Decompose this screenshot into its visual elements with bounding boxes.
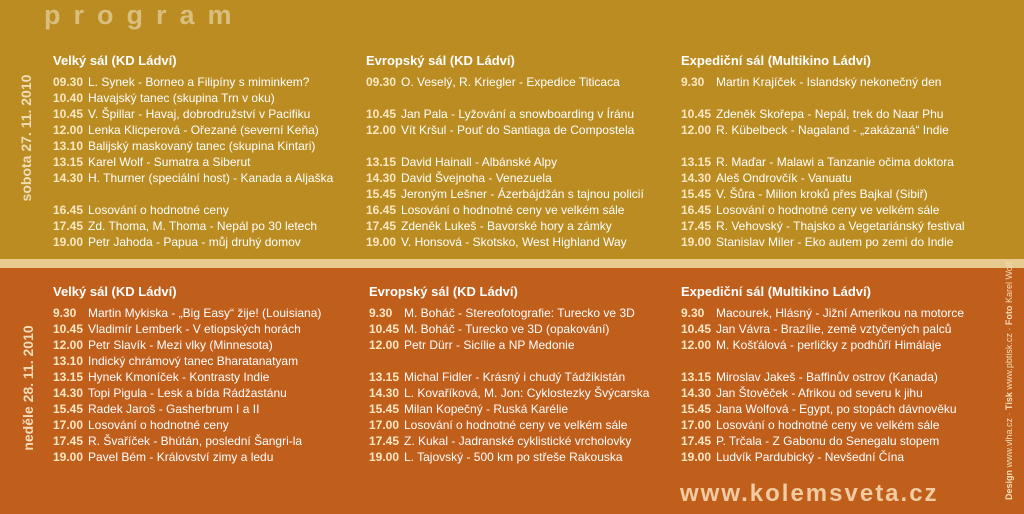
schedule-row [681,218,965,234]
event-time: 12.00 [369,338,400,352]
saturday-date-label: sobota 27. 11. 2010 [18,74,34,202]
event-title: V. Špillar - Havaj, dobrodružství v Pacifiku [88,107,311,121]
event-title: Jan Vávra - Brazílie, země vztyčených palců [716,322,952,336]
event-time: 13.15 [53,370,84,384]
event-title: Jeroným Lešner - Ázerbájdžán s tajnou policií [401,187,644,201]
event-title: Zd. Thoma, M. Thoma - Nepál po 30 letech [88,219,318,233]
schedule-row [53,234,333,250]
event-title: Martin Krajíček - Islandský nekonečný den [716,75,942,89]
schedule-row [681,433,964,449]
event-time: 16.45 [53,203,84,217]
event-title: Zdeněk Skořepa - Nepál, trek do Naar Phu [716,107,944,121]
event-time: 12.00 [681,123,712,137]
schedule-row [681,449,964,465]
schedule-row [681,385,964,401]
event-time: 12.00 [53,338,84,352]
schedule-row [53,122,333,138]
event-time: 10.45 [366,107,397,121]
event-time: 17.45 [681,434,712,448]
event-time: 13.15 [366,155,397,169]
event-title: Miroslav Jakeš - Baffinův ostrov (Kanada) [716,370,938,384]
schedule-row [681,417,964,433]
hall-heading: Evropský sál (KD Ládví) [369,284,518,299]
schedule-row [53,337,321,353]
event-time: 9.30 [369,306,393,320]
schedule-row [681,401,964,417]
schedule-list [53,74,333,250]
event-time: 15.45 [681,187,712,201]
event-time: 12.00 [681,338,712,352]
schedule-row [53,417,321,433]
hall-heading: Expediční sál (Multikino Ládví) [681,284,871,299]
schedule-row [53,353,321,369]
event-title: R. Švaříček - Bhútán, poslední Šangri-la [88,434,303,448]
event-time: 09.30 [53,75,84,89]
schedule-list [369,305,649,465]
event-title: Topi Pigula - Lesk a bída Rádžastánu [88,386,287,400]
schedule-row [53,449,321,465]
schedule-list [366,74,644,250]
event-title: Lenka Klicperová - Ořezané (severní Keňa) [88,123,319,137]
event-title: L. Synek - Borneo a Filipíny s miminkem? [88,75,310,89]
event-time: 13.15 [681,155,712,169]
event-title: Petr Jahoda - Papua - můj druhý domov [88,235,301,249]
event-title: Pavel Bém - Království zimy a ledu [88,450,274,464]
saturday-column-expedicni-sal [681,53,965,250]
event-title: Jana Wolfová - Egypt, po stopách dávnověku [716,402,957,416]
event-time: 12.00 [366,123,397,137]
event-title: Stanislav Miler - Eko autem po zemi do Indie [716,235,954,249]
event-time: 10.45 [369,322,400,336]
sunday-column-expedicni-sal [681,284,964,465]
event-title: Ludvík Pardubický - Nevšední Čína [716,450,905,464]
schedule-row [366,154,644,170]
sunday-column-evropsky-sal [369,284,649,465]
event-title: V. Honsová - Skotsko, West Highland Way [401,235,627,249]
event-title: Havajský tanec (skupina Trn v oku) [88,91,275,105]
event-time: 17.00 [369,418,400,432]
schedule-row [369,369,649,385]
schedule-spacer [681,353,964,369]
schedule-row [366,106,644,122]
saturday-column-evropsky-sal [366,53,644,250]
schedule-row [53,90,333,106]
event-title: M. Boháč - Stereofotografie: Turecko ve 3D [404,306,635,320]
event-time: 19.00 [53,235,84,249]
event-time: 13.15 [369,370,400,384]
schedule-row [681,234,965,250]
event-title: Z. Kukal - Jadranské cyklistické vrcholovky [404,434,632,448]
event-title: P. Trčala - Z Gabonu do Senegalu stopem [716,434,940,448]
schedule-row [366,74,644,90]
event-time: 17.45 [53,219,84,233]
event-title: L. Kovaříková, M. Jon: Cyklostezky Švýcarska [404,386,650,400]
event-title: H. Thurner (speciální host) - Kanada a Aljaška [88,171,334,185]
event-title: M. Boháč - Turecko ve 3D (opakování) [404,322,610,336]
event-time: 10.45 [681,107,712,121]
schedule-row [53,401,321,417]
event-title: Losování o hodnotné ceny ve velkém sále [401,203,625,217]
schedule-row [366,202,644,218]
hall-heading: Expediční sál (Multikino Ládví) [681,53,871,68]
website-link[interactable]: www.kolemsveta.cz [680,480,939,507]
event-time: 15.45 [369,402,400,416]
schedule-row [366,234,644,250]
event-title: Losování o hodnotné ceny [88,418,229,432]
event-title: Petr Dürr - Sicílie a NP Medonie [404,338,575,352]
event-title: Balijský maskovaný tanec (skupina Kintari) [88,139,316,153]
page-title: program [44,0,245,30]
event-title: Losování o hodnotné ceny ve velkém sále [404,418,628,432]
event-time: 17.00 [681,418,712,432]
schedule-row [681,154,965,170]
credits-line: Design www.vlha.cz · Tisk www.pbtisk.cz · Foto Karel Wolf [1004,261,1014,500]
schedule-row [681,202,965,218]
event-time: 15.45 [366,187,397,201]
schedule-row [369,401,649,417]
event-time: 19.00 [369,450,400,464]
schedule-row [53,138,333,154]
event-time: 9.30 [681,75,705,89]
event-title: R. Kübelbeck - Nagaland - „zakázaná“ Indie [716,123,949,137]
schedule-spacer [369,353,649,369]
event-title: Vít Kršul - Pouť do Santiaga de Compostela [401,123,635,137]
foto-label: Foto [1004,305,1014,326]
event-time: 17.00 [53,418,84,432]
schedule-row [369,417,649,433]
schedule-row [681,186,965,202]
schedule-row [53,321,321,337]
schedule-spacer [53,186,333,202]
design-label: Design [1004,469,1014,500]
schedule-row [366,122,644,138]
hall-heading: Velký sál (KD Ládví) [53,284,177,299]
event-time: 14.30 [53,171,84,185]
schedule-row [366,170,644,186]
hall-heading: Evropský sál (KD Ládví) [366,53,515,68]
event-time: 15.45 [53,402,84,416]
schedule-spacer [366,138,644,154]
event-title: L. Tajovský - 500 km po střeše Rakouska [404,450,623,464]
event-title: Karel Wolf - Sumatra a Siberut [88,155,251,169]
event-time: 19.00 [53,450,84,464]
schedule-row [53,305,321,321]
event-time: 17.45 [369,434,400,448]
event-time: 10.40 [53,91,84,105]
event-title: Vladimír Lemberk - V etiopských horách [88,322,301,336]
schedule-list [53,305,321,465]
schedule-list [681,74,965,250]
event-title: Zdeněk Lukeš - Bavorské hory a zámky [401,219,612,233]
event-time: 19.00 [366,235,397,249]
schedule-row [53,170,333,186]
event-title: Losování o hodnotné ceny ve velkém sále [716,418,940,432]
foto-value: Karel Wolf [1004,261,1014,304]
schedule-row [53,106,333,122]
schedule-row [369,337,649,353]
design-value[interactable]: www.vlha.cz [1004,417,1014,468]
schedule-row [681,122,965,138]
event-title: Losování o hodnotné ceny ve velkém sále [716,203,940,217]
event-title: Radek Jaroš - Gasherbrum I a II [88,402,260,416]
event-time: 13.10 [53,354,84,368]
schedule-row [681,170,965,186]
event-title: Milan Kopečný - Ruská Karélie [404,402,569,416]
schedule-row [53,369,321,385]
band-separator [0,259,1024,268]
event-time: 9.30 [681,306,705,320]
schedule-row [53,385,321,401]
schedule-list [681,305,964,465]
schedule-row [53,218,333,234]
event-title: David Hainall - Albánské Alpy [401,155,558,169]
event-time: 17.45 [53,434,84,448]
saturday-column-velky-sal [53,53,333,250]
event-title: R. Vehovský - Thajsko a Vegetariánský festival [716,219,965,233]
schedule-row [681,321,964,337]
tisk-label: Tisk [1004,392,1014,410]
schedule-row [369,321,649,337]
event-time: 10.45 [53,107,84,121]
event-time: 9.30 [53,306,77,320]
event-title: M. Košťálová - perličky z podhůří Himálaje [716,338,942,352]
event-time: 13.15 [681,370,712,384]
event-time: 16.45 [681,203,712,217]
event-time: 12.00 [53,123,84,137]
event-time: 10.45 [681,322,712,336]
event-time: 17.45 [681,219,712,233]
event-title: Jan Pala - Lyžování a snowboarding v Íránu [401,107,635,121]
schedule-row [53,433,321,449]
event-time: 14.30 [681,171,712,185]
event-time: 15.45 [681,402,712,416]
sunday-date-label: neděle 28. 11. 2010 [20,325,36,451]
schedule-spacer [681,90,965,106]
schedule-row [53,154,333,170]
event-time: 14.30 [681,386,712,400]
event-title: Petr Slavík - Mezi vlky (Minnesota) [88,338,273,352]
event-title: O. Veselý, R. Kriegler - Expedice Titicaca [401,75,620,89]
event-title: Jan Štověček - Afrikou od severu k jihu [716,386,923,400]
event-title: Martin Mykiska - „Big Easy“ žije! (Louisiana) [88,306,322,320]
event-time: 14.30 [53,386,84,400]
event-title: Indický chrámový tanec Bharatanatyam [88,354,299,368]
event-time: 16.45 [366,203,397,217]
event-title: Hynek Kmoníček - Kontrasty Indie [88,370,270,384]
schedule-row [53,202,333,218]
schedule-row [366,218,644,234]
event-time: 19.00 [681,235,712,249]
event-title: Aleš Ondrovčík - Vanuatu [716,171,852,185]
event-title: Losování o hodnotné ceny [88,203,229,217]
event-title: Macourek, Hlásný - Jižní Amerikou na motorce [716,306,965,320]
event-time: 14.30 [369,386,400,400]
schedule-row [366,186,644,202]
schedule-row [681,337,964,353]
schedule-spacer [681,138,965,154]
schedule-row [681,74,965,90]
sunday-column-velky-sal [53,284,321,465]
event-time: 13.10 [53,139,84,153]
schedule-row [369,433,649,449]
hall-heading: Velký sál (KD Ládví) [53,53,177,68]
schedule-row [681,369,964,385]
schedule-row [53,74,333,90]
event-title: R. Maďar - Malawi a Tanzanie očima doktora [716,155,954,169]
tisk-value[interactable]: www.pbtisk.cz [1004,333,1014,390]
event-title: V. Šůra - Milion kroků přes Bajkal (Sibiř) [716,187,928,201]
event-time: 09.30 [366,75,397,89]
event-time: 10.45 [53,322,84,336]
schedule-row [369,305,649,321]
schedule-spacer [366,90,644,106]
schedule-row [681,305,964,321]
event-time: 17.45 [366,219,397,233]
schedule-row [369,385,649,401]
event-title: Michal Fidler - Krásný i chudý Tádžikistán [404,370,626,384]
schedule-row [681,106,965,122]
event-time: 13.15 [53,155,84,169]
event-time: 19.00 [681,450,712,464]
event-time: 14.30 [366,171,397,185]
schedule-row [369,449,649,465]
event-title: David Švejnoha - Venezuela [401,171,552,185]
